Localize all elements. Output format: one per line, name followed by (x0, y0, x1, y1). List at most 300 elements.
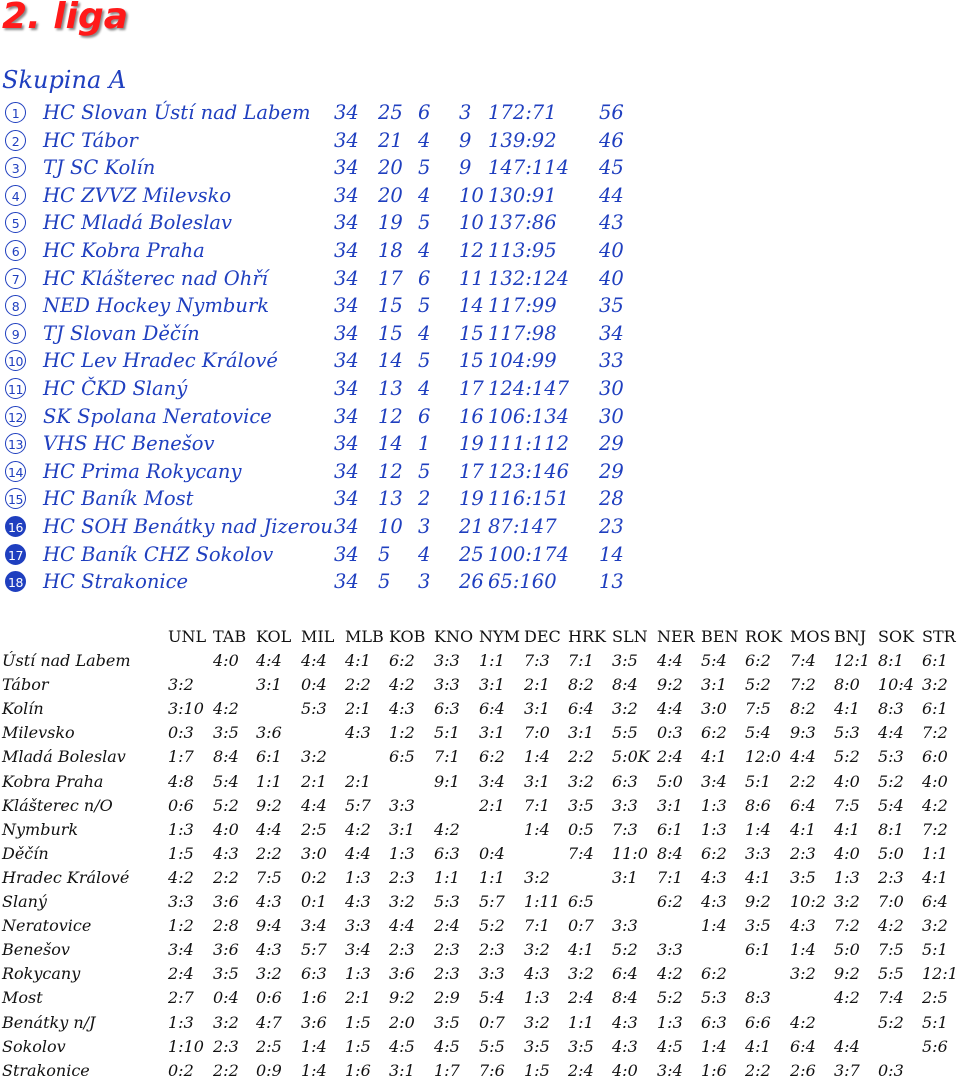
matrix-cell: 4:0 (213, 819, 239, 839)
goal-score: 113:95 (488, 239, 557, 262)
matrix-cell: 5:2 (878, 1012, 904, 1032)
matrix-cell: 2:3 (389, 940, 415, 960)
matrix-cell: 4:4 (878, 723, 904, 743)
matrix-cell: 1:4 (701, 916, 727, 936)
standings-row (0, 513, 960, 541)
rank-badge: 16 (5, 516, 26, 537)
matrix-cell: 8:4 (612, 675, 638, 695)
matrix-cell: 2:8 (213, 916, 239, 936)
losses: 17 (459, 459, 484, 483)
rank-badge: 10 (5, 350, 26, 371)
draws: 4 (418, 239, 431, 262)
matrix-cell: 7:0 (878, 892, 904, 911)
matrix-cell: 4:4 (301, 651, 327, 670)
wins: 13 (378, 377, 403, 400)
team-name: VHS HC Benešov (43, 432, 215, 456)
matrix-row-label: Slaný (2, 892, 47, 911)
matrix-cell: 4:1 (745, 867, 771, 887)
matrix-cell: 6:1 (657, 819, 683, 839)
matrix-cell: 2:3 (790, 843, 816, 863)
matrix-cell: 0:6 (256, 988, 282, 1008)
wins: 14 (378, 349, 403, 373)
matrix-cell: 2:3 (389, 867, 415, 887)
matrix-cell: 1:3 (345, 964, 371, 984)
matrix-cell: 4:3 (612, 1012, 638, 1032)
matrix-cell: 4:3 (256, 940, 282, 960)
matrix-cell: 3:2 (922, 916, 948, 936)
matrix-cell: 4:3 (790, 916, 816, 936)
matrix-cell: 2:2 (790, 771, 816, 791)
team-name: HC Tábor (43, 128, 138, 152)
matrix-cell: 3:3 (389, 795, 415, 815)
matrix-cell: 3:1 (479, 723, 505, 743)
matrix-cell: 7:5 (878, 940, 904, 960)
matrix-cell: 10:4 (878, 675, 914, 695)
team-name: TJ Slovan Děčín (43, 321, 200, 345)
matrix-cell: 5:0K (612, 747, 650, 767)
games-played: 34 (334, 432, 359, 456)
losses: 9 (459, 128, 472, 152)
draws: 1 (418, 432, 431, 456)
matrix-cell: 4:3 (213, 843, 239, 863)
draws: 4 (418, 321, 431, 345)
standings-row (0, 541, 960, 569)
wins: 14 (378, 432, 403, 456)
wins: 5 (378, 542, 391, 566)
matrix-cell: 3:1 (389, 1060, 415, 1080)
matrix-cell: 7:6 (479, 1060, 505, 1080)
matrix-cell: 8:4 (657, 843, 683, 863)
matrix-cell: 8:2 (790, 699, 816, 719)
standings-row (0, 182, 960, 210)
matrix-cell: 4:5 (389, 1036, 415, 1056)
matrix-cell: 4:2 (389, 675, 415, 695)
matrix-cell: 4:1 (834, 699, 860, 719)
draws: 5 (418, 211, 431, 235)
standings-row (0, 375, 960, 403)
matrix-cell: 5:7 (301, 940, 327, 960)
matrix-cell: 2:6 (790, 1060, 816, 1080)
matrix-cell: 6:4 (790, 795, 816, 815)
matrix-cell: 7:4 (568, 843, 594, 863)
matrix-cell: 5:2 (213, 795, 239, 815)
matrix-cell: 3:4 (479, 771, 505, 791)
matrix-cell: 6:5 (568, 892, 594, 911)
rank-badge: 5 (5, 212, 26, 233)
team-name: HC Baník Most (43, 487, 194, 511)
matrix-cell: 3:4 (701, 771, 727, 791)
losses: 11 (459, 266, 484, 290)
games-played: 34 (334, 183, 359, 207)
matrix-cell: 0:7 (568, 916, 594, 936)
games-played: 34 (334, 404, 359, 428)
matrix-cell: 0:7 (479, 1012, 505, 1032)
matrix-cell: 3:2 (301, 747, 327, 767)
draws: 6 (418, 101, 431, 124)
matrix-cell: 3:1 (612, 867, 638, 887)
matrix-cell: 3:4 (301, 916, 327, 936)
matrix-cell: 5:1 (434, 723, 460, 743)
matrix-cell: 4:5 (657, 1036, 683, 1056)
matrix-cell: 4:1 (568, 940, 594, 960)
matrix-cell: 7:4 (878, 988, 904, 1008)
matrix-cell: 1:3 (524, 988, 550, 1008)
matrix-cell: 0:2 (301, 867, 327, 887)
matrix-cell: 3:5 (568, 795, 594, 815)
goal-score: 124:147 (488, 377, 570, 400)
matrix-header: DEC (524, 627, 561, 646)
matrix-cell: 0:6 (168, 795, 194, 815)
matrix-cell: 6:4 (922, 892, 948, 911)
matrix-cell: 6:3 (434, 843, 460, 863)
rank-badge: 8 (5, 295, 26, 316)
matrix-cell: 6:4 (790, 1036, 816, 1056)
matrix-cell: 1:3 (657, 1012, 683, 1032)
matrix-cell: 1:4 (524, 819, 550, 839)
matrix-cell: 2:4 (434, 916, 460, 936)
matrix-cell: 4:3 (345, 892, 371, 911)
draws: 5 (418, 156, 431, 180)
games-played: 34 (334, 239, 359, 262)
matrix-cell: 6:2 (701, 723, 727, 743)
matrix-header: SLN (612, 627, 648, 646)
group-title: Skupina A (2, 66, 127, 94)
matrix-cell: 3:2 (790, 964, 816, 984)
matrix-cell: 7:5 (834, 795, 860, 815)
matrix-row-label: Mladá Boleslav (2, 747, 126, 767)
rank-badge: 9 (5, 323, 26, 344)
matrix-cell: 2:4 (568, 1060, 594, 1080)
wins: 21 (378, 128, 403, 152)
matrix-cell: 9:3 (790, 723, 816, 743)
matrix-cell: 2:4 (168, 964, 194, 984)
matrix-cell: 5:5 (612, 723, 638, 743)
matrix-cell: 7:2 (790, 675, 816, 695)
matrix-cell: 6:2 (701, 964, 727, 984)
matrix-cell: 4:0 (834, 843, 860, 863)
team-name: HC Strakonice (43, 570, 189, 594)
rank-badge: 3 (5, 157, 26, 178)
wins: 12 (378, 404, 403, 428)
matrix-cell: 4:2 (922, 795, 948, 815)
matrix-cell: 4:0 (922, 771, 948, 791)
matrix-cell: 6:2 (479, 747, 505, 767)
matrix-cell: 2:3 (434, 940, 460, 960)
points: 30 (599, 377, 624, 400)
matrix-cell: 4:1 (834, 819, 860, 839)
points: 44 (599, 183, 624, 207)
matrix-cell: 2:1 (345, 771, 371, 791)
matrix-cell: 1:3 (701, 819, 727, 839)
matrix-cell: 5:2 (745, 675, 771, 695)
matrix-cell: 5:0 (657, 771, 683, 791)
draws: 5 (418, 459, 431, 483)
draws: 6 (418, 404, 431, 428)
matrix-cell: 3:2 (389, 892, 415, 911)
matrix-cell: 2:1 (345, 988, 371, 1008)
matrix-header: ROK (745, 627, 783, 646)
matrix-cell: 3:1 (524, 699, 550, 719)
matrix-cell: 4:4 (790, 747, 816, 767)
matrix-cell: 2:1 (301, 771, 327, 791)
matrix-cell: 0:3 (168, 723, 194, 743)
matrix-cell: 3:2 (524, 867, 550, 887)
matrix-cell: 6:2 (389, 651, 415, 670)
matrix-cell: 5:7 (479, 892, 505, 911)
matrix-cell: 1:3 (168, 1012, 194, 1032)
matrix-cell: 8:0 (834, 675, 860, 695)
matrix-cell: 2:2 (345, 675, 371, 695)
draws: 3 (418, 570, 431, 594)
wins: 18 (378, 239, 403, 262)
goal-score: 100:174 (488, 542, 570, 566)
matrix-header: MLB (345, 627, 384, 646)
matrix-cell: 6:2 (745, 651, 771, 670)
matrix-cell: 1:6 (701, 1060, 727, 1080)
rank-badge: 1 (5, 102, 26, 123)
matrix-cell: 3:5 (213, 723, 239, 743)
points: 40 (599, 239, 624, 262)
matrix-cell: 2:7 (168, 988, 194, 1008)
matrix-cell: 1:4 (524, 747, 550, 767)
matrix-header: BEN (701, 627, 739, 646)
matrix-cell: 1:4 (701, 1036, 727, 1056)
matrix-cell: 2:3 (878, 867, 904, 887)
matrix-cell: 3:2 (612, 699, 638, 719)
matrix-cell: 2:9 (434, 988, 460, 1008)
team-name: NED Hockey Nymburk (43, 294, 270, 318)
rank-badge: 14 (5, 461, 26, 482)
matrix-cell: 3:6 (389, 964, 415, 984)
matrix-cell: 3:0 (301, 843, 327, 863)
matrix-cell: 5:4 (479, 988, 505, 1008)
losses: 10 (459, 183, 484, 207)
matrix-cell: 1:5 (345, 1036, 371, 1056)
matrix-cell: 0:4 (213, 988, 239, 1008)
losses: 26 (459, 570, 484, 594)
matrix-cell: 0:5 (568, 819, 594, 839)
matrix-cell: 12:1 (922, 964, 958, 984)
matrix-cell: 3:1 (524, 771, 550, 791)
matrix-cell: 4:3 (524, 964, 550, 984)
rank-badge: 12 (5, 406, 26, 427)
points: 35 (599, 294, 624, 318)
matrix-cell: 0:4 (301, 675, 327, 695)
goal-score: 111:112 (488, 432, 570, 456)
losses: 15 (459, 349, 484, 373)
draws: 4 (418, 377, 431, 400)
team-name: HC ČKD Slaný (43, 377, 188, 400)
matrix-cell: 3:6 (213, 892, 239, 911)
matrix-cell: 7:5 (745, 699, 771, 719)
team-name: HC Slovan Ústí nad Labem (43, 101, 311, 124)
wins: 15 (378, 321, 403, 345)
matrix-header: KOB (389, 627, 426, 646)
matrix-cell: 5:2 (657, 988, 683, 1008)
wins: 17 (378, 266, 403, 290)
matrix-cell: 6:4 (612, 964, 638, 984)
team-name: HC Mladá Boleslav (43, 211, 232, 235)
rank-badge: 4 (5, 185, 26, 206)
matrix-header: NYM (479, 627, 520, 646)
matrix-cell: 3:3 (345, 916, 371, 936)
matrix-row-label: Most (2, 988, 43, 1008)
matrix-cell: 5:1 (745, 771, 771, 791)
matrix-cell: 0:1 (301, 892, 327, 911)
team-name: HC Prima Rokycany (43, 459, 242, 483)
matrix-cell: 4:2 (657, 964, 683, 984)
matrix-row-label: Neratovice (2, 916, 92, 936)
draws: 4 (418, 183, 431, 207)
matrix-cell: 7:1 (524, 916, 550, 936)
matrix-cell: 4:1 (345, 651, 371, 670)
losses: 16 (459, 404, 484, 428)
team-name: HC Kobra Praha (43, 239, 205, 262)
matrix-cell: 7:1 (657, 867, 683, 887)
matrix-cell: 8:3 (878, 699, 904, 719)
matrix-cell: 4:1 (701, 747, 727, 767)
standings-row (0, 485, 960, 513)
team-name: TJ SC Kolín (43, 156, 156, 180)
rank-badge: 6 (5, 240, 26, 261)
matrix-cell: 3:6 (213, 940, 239, 960)
matrix-header: BNJ (834, 627, 867, 646)
games-played: 34 (334, 377, 359, 400)
matrix-cell: 0:9 (256, 1060, 282, 1080)
games-played: 34 (334, 294, 359, 318)
matrix-cell: 3:3 (612, 916, 638, 936)
matrix-cell: 7:2 (834, 916, 860, 936)
matrix-cell: 4:2 (790, 1012, 816, 1032)
standings-row (0, 99, 960, 127)
losses: 19 (459, 432, 484, 456)
matrix-cell: 3:1 (701, 675, 727, 695)
team-name: HC Klášterec nad Ohří (43, 266, 268, 290)
points: 29 (599, 459, 624, 483)
goal-score: 172:71 (488, 101, 557, 124)
losses: 14 (459, 294, 484, 318)
losses: 3 (459, 101, 472, 124)
page-title: 2. liga (2, 0, 128, 37)
matrix-row-label: Hradec Králové (2, 867, 130, 887)
games-played: 34 (334, 156, 359, 180)
matrix-cell: 4:0 (612, 1060, 638, 1080)
matrix-header: TAB (213, 627, 247, 646)
matrix-cell: 1:1 (922, 843, 948, 863)
matrix-cell: 12:1 (834, 651, 870, 670)
matrix-cell: 4:2 (434, 819, 460, 839)
matrix-cell: 3:2 (524, 1012, 550, 1032)
matrix-cell: 6:3 (301, 964, 327, 984)
matrix-cell: 3:2 (568, 771, 594, 791)
matrix-cell: 2:5 (301, 819, 327, 839)
matrix-cell: 9:2 (834, 964, 860, 984)
matrix-row-label: Strakonice (2, 1060, 90, 1080)
draws: 6 (418, 266, 431, 290)
rank-badge: 18 (5, 571, 26, 592)
matrix-cell: 5:0 (834, 940, 860, 960)
matrix-cell: 6:1 (745, 940, 771, 960)
standings-row (0, 265, 960, 293)
games-played: 34 (334, 515, 359, 538)
matrix-cell: 1:4 (745, 819, 771, 839)
matrix-cell: 3:5 (568, 1036, 594, 1056)
games-played: 34 (334, 487, 359, 511)
matrix-cell: 4:2 (834, 988, 860, 1008)
matrix-cell: 3:1 (568, 723, 594, 743)
matrix-cell: 4:4 (256, 819, 282, 839)
matrix-cell: 3:5 (790, 867, 816, 887)
matrix-cell: 2:1 (524, 675, 550, 695)
matrix-cell: 4:3 (701, 867, 727, 887)
matrix-header: KOL (256, 627, 292, 646)
matrix-cell: 3:3 (168, 892, 194, 911)
matrix-cell: 1:1 (434, 867, 460, 887)
matrix-cell: 0:3 (878, 1060, 904, 1080)
matrix-row-label: Rokycany (2, 964, 81, 984)
matrix-cell: 4:4 (345, 843, 371, 863)
matrix-cell: 4:4 (301, 795, 327, 815)
losses: 25 (459, 542, 484, 566)
matrix-cell: 2:2 (745, 1060, 771, 1080)
rank-badge: 7 (5, 268, 26, 289)
rank-badge: 13 (5, 433, 26, 454)
wins: 13 (378, 487, 403, 511)
matrix-cell: 8:3 (745, 988, 771, 1008)
matrix-cell: 1:3 (701, 795, 727, 815)
matrix-cell: 1:2 (168, 916, 194, 936)
matrix-cell: 3:7 (834, 1060, 860, 1080)
points: 56 (599, 101, 624, 124)
matrix-cell: 5:7 (345, 795, 371, 815)
matrix-cell: 6:0 (922, 747, 948, 767)
matrix-cell: 4:3 (345, 723, 371, 743)
matrix-cell: 7:3 (612, 819, 638, 839)
matrix-cell: 6:1 (256, 747, 282, 767)
matrix-cell: 7:1 (568, 651, 594, 670)
matrix-cell: 2:3 (479, 940, 505, 960)
wins: 20 (378, 156, 403, 180)
matrix-cell: 3:2 (922, 675, 948, 695)
matrix-cell: 6:4 (568, 699, 594, 719)
goal-score: 132:124 (488, 266, 570, 290)
matrix-cell: 3:4 (168, 940, 194, 960)
matrix-header: MOS (790, 627, 831, 646)
matrix-cell: 1:6 (345, 1060, 371, 1080)
matrix-cell: 4:8 (168, 771, 194, 791)
matrix-cell: 3:6 (256, 723, 282, 743)
rank-badge: 15 (5, 488, 26, 509)
matrix-cell: 6:5 (389, 747, 415, 767)
matrix-cell: 1:1 (479, 867, 505, 887)
matrix-cell: 8:1 (878, 819, 904, 839)
matrix-cell: 1:1 (479, 651, 505, 670)
matrix-cell: 1:7 (168, 747, 194, 767)
matrix-cell: 3:3 (657, 940, 683, 960)
matrix-cell: 5:3 (701, 988, 727, 1008)
matrix-cell: 4:4 (389, 916, 415, 936)
matrix-cell: 1:4 (790, 940, 816, 960)
matrix-cell: 6:3 (701, 1012, 727, 1032)
matrix-cell: 2:3 (213, 1036, 239, 1056)
points: 40 (599, 266, 624, 290)
wins: 5 (378, 570, 391, 594)
standings-row (0, 292, 960, 320)
goal-score: 139:92 (488, 128, 557, 152)
points: 43 (599, 211, 624, 235)
goal-score: 116:151 (488, 487, 570, 511)
matrix-cell: 3:3 (745, 843, 771, 863)
